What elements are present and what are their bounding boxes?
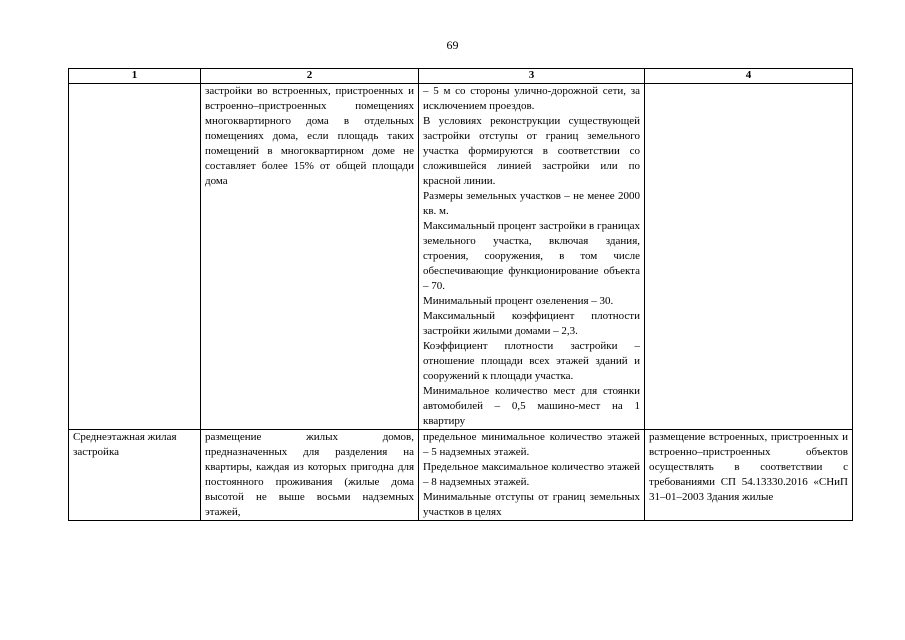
zoning-table bbox=[68, 68, 853, 521]
row1-col3 bbox=[419, 84, 645, 430]
row2-col3-para: предельное минимальное количество этажей – 5 надземных этажей. bbox=[423, 431, 640, 458]
row1-col3-para: – 5 м со стороны улично-дорожной сети, за исключением проездов. bbox=[423, 85, 640, 112]
table-header-row bbox=[69, 69, 853, 84]
row2-col3-para: Минимальные отступы от границ земельных участков в целях bbox=[423, 491, 640, 518]
row1-col3-para: Размеры земельных участков – не менее 2000 кв. м. bbox=[423, 190, 640, 217]
header-cell: 4 bbox=[645, 69, 853, 84]
row1-col3-para: Максимальный процент застройки в границах земельного участка, включая здания, строения, сооружения, в том числе обеспечивающие функционирование объекта – 70. bbox=[423, 220, 640, 292]
row2-col3 bbox=[419, 430, 645, 521]
row2-col4: размещение встроенных, пристроенных и встроенно–пристроенных объектов осуществлять в соответствии с требованиями СП 54.13330.2016 «СНиП 31–01–2003 Здания жилые bbox=[645, 430, 853, 521]
row1-col4 bbox=[645, 84, 853, 430]
row2-col1: Среднеэтажная жилая застройка bbox=[69, 430, 201, 521]
row1-col2: застройки во встроенных, пристроенных и встроенно–пристроенных помещениях многоквартирного дома в отдельных помещениях дома, если площадь таких помещений в многоквартирном доме не составляет более 15% от общей площади дома bbox=[201, 84, 419, 430]
table-row bbox=[69, 84, 853, 430]
page-number: 69 bbox=[446, 38, 459, 52]
header-cell: 1 bbox=[69, 69, 201, 84]
row1-col3-para: Минимальное количество мест для стоянки автомобилей – 0,5 машино-мест на 1 квартиру bbox=[423, 385, 640, 427]
row1-col1 bbox=[69, 84, 201, 430]
row1-col3-para: Минимальный процент озеленения – 30. bbox=[423, 295, 614, 307]
row1-col3-para: Коэффициент плотности застройки – отношение площади всех этажей зданий и сооружений к площади участка. bbox=[423, 340, 640, 382]
row1-col3-para: В условиях реконструкции существующей застройки отступы от границ земельного участка формируются в соответствии со сложившейся линией застройки или по красной линии. bbox=[423, 115, 640, 187]
header-cell: 2 bbox=[201, 69, 419, 84]
row2-col3-para: Предельное максимальное количество этажей – 8 надземных этажей. bbox=[423, 461, 640, 488]
header-cell: 3 bbox=[419, 69, 645, 84]
row1-col3-para: Максимальный коэффициент плотности застройки жилыми домами – 2,3. bbox=[423, 310, 640, 337]
row2-col2: размещение жилых домов, предназначенных для разделения на квартиры, каждая из которых пригодна для постоянного проживания (жилые дома высотой не выше восьми надземных этажей, bbox=[201, 430, 419, 521]
table-row bbox=[69, 430, 853, 521]
